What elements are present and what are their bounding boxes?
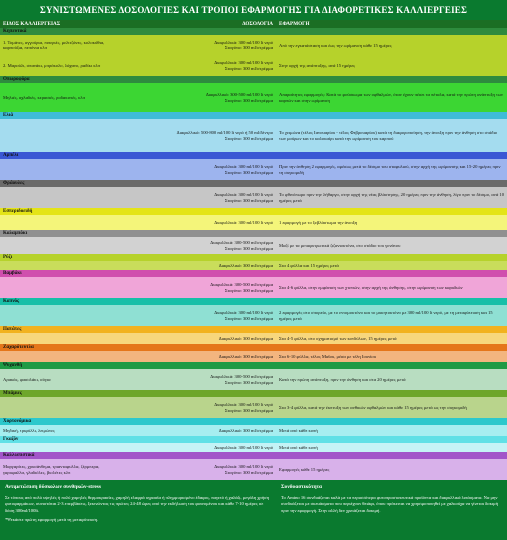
- dosage-cell: Διαφυλλικά: 300 ml/στρέμμα: [218, 335, 273, 341]
- table-row: [0, 425, 507, 436]
- crop-name: Καλλωπιστικά: [0, 452, 507, 459]
- crop-name: Ψυχανθή: [0, 362, 507, 369]
- application-cell: Μαζί με τα μεταφυτρωτικά ζιζανιοκτόνα, στο στάδιο του γονάτου: [279, 242, 401, 248]
- dosage-cell: Διαφυλλικά: 300 ml/100 lt νερό Σταγόνα: 300 ml/στρέμμα: [214, 60, 273, 71]
- crop-section: [0, 208, 507, 230]
- crop-name: Χορτονόμικα: [0, 418, 507, 425]
- crop-section: [0, 270, 507, 298]
- dosage-cell: Διαφυλλικά: 300 ml/στρέμμα: [218, 427, 273, 433]
- crop-name: Ελιά: [0, 112, 507, 119]
- dosage-cell: Διαφυλλικά: 300-500 ml/στρέμμα Σταγόνα: 300 ml/στρέμμα: [210, 240, 273, 251]
- crop-name: Οπωροφόρα: [0, 76, 507, 83]
- dosage-cell: Διαφυλλικά: 300-500 ml/στρέμμα Σταγόνα: 300 ml/στρέμμα: [210, 374, 273, 385]
- compatibility-text: Το Amino 16 συνδυάζεται καλά με τα περισσότερα φυτοπροστατευτικά προϊόντα και διαφυλλικά λιπάσματα. Να μην συνδυάζεται με σκευάσματα που περιέχουν θειάφι, όπου πρόκειται να χρησιμοποιηθεί με χαλκούχα να γίνεται δοκιμή πριν την εφαρμογή. Στην αλλή δεν χρειάζεται δοκιμή.: [281, 495, 499, 513]
- crop-section: [0, 362, 507, 390]
- table-row: [0, 215, 507, 230]
- crop-section: [0, 230, 507, 254]
- application-cell: Στα 4 φύλλα και 15 ημέρες μετά: [279, 262, 339, 268]
- crop-varieties: [0, 237, 124, 254]
- dosage-cell: Διαφυλλικά: 300 ml/100 lt νερό Σταγόνα: 300 ml/στρέμμα: [214, 39, 273, 51]
- crop-section: [0, 452, 507, 480]
- application-cell: Στα 4-6 φύλλα, στην εμφάνιση των χτενιών, στην αρχή της άνθησης, στην ωρίμανση των καρυδιών: [279, 284, 463, 290]
- crop-table: [0, 28, 507, 480]
- application-cell: Στην αρχή της ανάπτυξης, ανά 15 ημέρες: [279, 63, 356, 68]
- dosage-cell: Διαφυλλικά: 300 ml/100 lt νερό Σταγόνα: 300 ml/στρέμμα: [214, 164, 273, 175]
- header-dosage: ΔΟΣΟΛΟΓΙΑ: [242, 21, 273, 27]
- crop-section: [0, 180, 507, 208]
- crop-varieties: [0, 443, 124, 452]
- table-row: [0, 459, 507, 480]
- dosage-cell: Διαφυλλικά: 500-800 ml/100 lt νερό ή 50 ml/δέντρο Σταγόνα: 300 ml/στρέμμα: [176, 130, 273, 141]
- table-row: [0, 261, 507, 270]
- table-row: [0, 237, 507, 254]
- page-title: ΣΥΝΙΣΤΩΜΕΝΕΣ ΔΟΣΟΛΟΓΙΕΣ ΚΑΙ ΤΡΟΠΟΙ ΕΦΑΡΜΟΓΗΣ ΓΙΑ ΔΙΑΦΟΡΕΤΙΚΕΣ ΚΑΛΛΙΕΡΓΕΙΕΣ: [0, 0, 507, 20]
- compatibility-title: Συνδυαστικότητα: [281, 484, 322, 490]
- application-cell: Το φθινόπωρο πριν την λήθαργο, στην αρχή της νέας βλάστησης, 20 ημέρες πριν την άνθηση, λίγο πριν το δέσιμο, ανά 10 ημέρες μετά: [279, 192, 504, 203]
- crop-section: [0, 254, 507, 270]
- crop-name: Φράουλες: [0, 180, 507, 187]
- application-cell: Από την εγκατάσταση και έως την ωρίμανση κάθε 15 ημέρες: [279, 42, 392, 48]
- crop-name: Γκαζόν: [0, 436, 507, 443]
- crop-section: [0, 418, 507, 436]
- footer: [0, 480, 507, 540]
- table-row: [0, 56, 507, 77]
- dosage-cell: Διαφυλλικά: 300 ml/100 lt νερό Σταγόνα: 300 ml/στρέμμα: [214, 192, 273, 203]
- crop-varieties: [0, 261, 124, 270]
- table-row: [0, 351, 507, 362]
- dosage-cell: Διαφυλλικά: 300 ml/100 lt νερό: [214, 444, 273, 450]
- crop-section: [0, 152, 507, 180]
- crop-section: [0, 326, 507, 344]
- table-row: [0, 397, 507, 418]
- dosage-cell: Διαφυλλικά: 300 ml/στρέμμα: [218, 262, 273, 268]
- crop-varieties: [0, 159, 124, 180]
- crop-varieties: [0, 187, 124, 208]
- table-row: [0, 119, 507, 152]
- application-cell: Στα 6-10 φύλλα, τέλος Μαΐου, μέσα με τέλη Ιουνίου: [279, 353, 376, 359]
- crop-name: Καπνός: [0, 298, 507, 305]
- crop-name: Καλαμπόκι: [0, 230, 507, 237]
- application-cell: Εφαρμογές κάθε 15 ημέρες: [279, 466, 330, 472]
- application-cell: Στα 4-5 φύλλα, στο σχηματισμό των κονδύλων, 15 ημέρες μετά: [279, 335, 397, 341]
- header-application: ΕΦΑΡΜΟΓΗ: [279, 21, 310, 27]
- crop-section: [0, 344, 507, 362]
- crop-name: Αμπέλι: [0, 152, 507, 159]
- crop-section: [0, 28, 507, 76]
- crop-section: [0, 390, 507, 418]
- stress-text: Σε τόπους από πολύ υψηλές ή πολύ χαμηλές θερμοκρασίες, χαμηλή ελαφρά υγρασία ή πλημμυρισμένο έδαφος, παγετό ή χαλάζι, μεγάλη χρήση φυτοφαρμάκων, συνιστάται 2-3 επεμβάσεις, ξεκινώντας τις πρώτες 24-48 ώρες από την εκδήλωση του φαινομένου και κάθε 7-10 ημέρες σε δόση 300ml/100lt.: [5, 495, 269, 513]
- application-cell: Στα 3-4 φύλλα, κατά την έκπτυξη των ανθικών οφθαλμών και κάθε 15 ημέρες μετά ως την συγκομιδή: [279, 404, 467, 410]
- crop-varieties: [0, 305, 124, 326]
- crop-name: Ζαχαρότευτλα: [0, 344, 507, 351]
- table-row: [0, 333, 507, 344]
- crop-section: [0, 436, 507, 452]
- application-cell: 2 εφαρμογές στο σπορείο, με το εντομοκτόνο και το μυκητοκτόνο με 300 ml/100 lt νερό, με τη μεταφύτευση και 15 ημέρες μετά: [279, 310, 493, 321]
- crop-varieties: [0, 119, 124, 152]
- dosage-cell: Διαφυλλικά: 300 ml/στρέμμα: [218, 353, 273, 359]
- table-row: [0, 35, 507, 56]
- application-cell: Μετά από κάθε κοπή: [279, 444, 318, 450]
- crop-name: Πατάτες: [0, 326, 507, 333]
- table-row: [0, 443, 507, 452]
- application-cell: Απαραίτητες εφαρμογές: Κατά το φούσκωμα των οφθαλμών, όταν έχουν πέσει τα πέταλα, κατά την πρώτη ανάπτυξη των καρπών και στην ωρίμανση: [279, 92, 503, 103]
- crop-name: Κηπευτικά: [0, 28, 507, 35]
- dosage-cell: Διαφυλλικά: 300-500 ml/100 lt νερό Σταγόνα: 300 ml/στρέμμα: [205, 92, 273, 103]
- table-row: [0, 187, 507, 208]
- table-row: [0, 83, 507, 112]
- table-row: [0, 369, 507, 390]
- table-row: [0, 305, 507, 326]
- table-header: [0, 20, 507, 28]
- crop-varieties: 1. Τομάτες, αγγούρια, πιπεριές, μελιτζάνες, κολοκύθια, καρπούζια, πεπόνια κλπ: [3, 39, 105, 51]
- crop-varieties: [0, 277, 124, 298]
- crop-name: Μπάμιες: [0, 390, 507, 397]
- crop-varieties: [0, 215, 124, 230]
- stress-note: *Ψεκάστε πρώτη εφαρμογή μετά τη μεταφύτευση.: [5, 516, 99, 522]
- footer-stress: [0, 480, 276, 540]
- crop-name: Εσπεριδοειδή: [0, 208, 507, 215]
- footer-compatibility: [276, 480, 507, 540]
- table-row: [0, 159, 507, 180]
- crop-section: [0, 76, 507, 112]
- crop-varieties: [0, 397, 124, 418]
- application-cell: Το χειμώνα (τέλος Ιανουαρίου - τέλος Φεβρουαρίου) κατά τη διαφοροποίηση, την άνοιξη πριν την άνθηση στο στάδιο των μούρων και το καλοκαίρι κατά την ωρίμανση του καρπού: [279, 130, 498, 141]
- crop-varieties: [0, 351, 124, 362]
- dosage-cell: Διαφυλλικά: 300 ml/100 lt νερό: [214, 219, 273, 225]
- crop-name: Βαμβάκι: [0, 270, 507, 277]
- stress-title: Αντιμετώπιση δύσκολων συνθηκών-stress: [5, 484, 101, 490]
- crop-name: Ρύζι: [0, 254, 507, 261]
- crop-varieties: Μηλιές, αχλαδιές, κερασιές, ροδακινιές, κλπ: [3, 94, 86, 100]
- application-cell: 1 εφαρμογή με το ξεβλάστωμα την άνοιξη: [279, 219, 358, 225]
- crop-varieties: Αρακάς, φασολάκι, σόγια: [3, 376, 51, 382]
- crop-varieties: Μηδική, τριφύλλι, λειμώνες: [3, 427, 55, 433]
- header-crop-type: ΕΙΔΟΣ ΚΑΛΛΙΕΡΓΕΙΑΣ: [3, 21, 61, 27]
- application-cell: Πριν την άνθηση 2 εφαρμογές, αμέσως μετά το δέσιμο του σταφυλιού, στην αρχή της ωρίμανσης και 15-20 ημέρες πριν τη συγκομιδή: [279, 164, 501, 175]
- table-row: [0, 277, 507, 298]
- dosage-cell: Διαφυλλικά: 300 ml/100 lt νερό Σταγόνα: 300 ml/στρέμμα: [214, 464, 273, 475]
- crop-section: [0, 112, 507, 152]
- application-cell: Μετά από κάθε κοπή: [279, 427, 318, 433]
- crop-section: [0, 298, 507, 326]
- application-cell: Κατά την πρώτη ανάπτυξη, πριν την άνθηση και στα 20 ημέρες μετά: [279, 376, 406, 382]
- crop-varieties: [0, 333, 124, 344]
- crop-varieties: Μαργαρίτες, χρυσάνθεμα, τριανταφυλλα, ζέρμπερα, γαρυφαλλα, γλαδιόλες, βιολέτες κλπ: [3, 464, 100, 475]
- crop-varieties: 2. Μαρούλι, σπανάκι, μπρόκολο, λάχανο, ραδίκι κλπ: [3, 63, 101, 68]
- dosage-cell: Διαφυλλικά: 300-500 ml/στρέμμα Σταγόνα: 300 ml/στρέμμα: [210, 282, 273, 293]
- dosage-cell: Διαφυλλικά: 300 ml/100 lt νερό Σταγόνα: 300 ml/στρέμμα: [214, 402, 273, 413]
- dosage-cell: Διαφυλλικά: 300 ml/100 lt νερό Σταγόνα: 300 ml/στρέμμα: [214, 310, 273, 321]
